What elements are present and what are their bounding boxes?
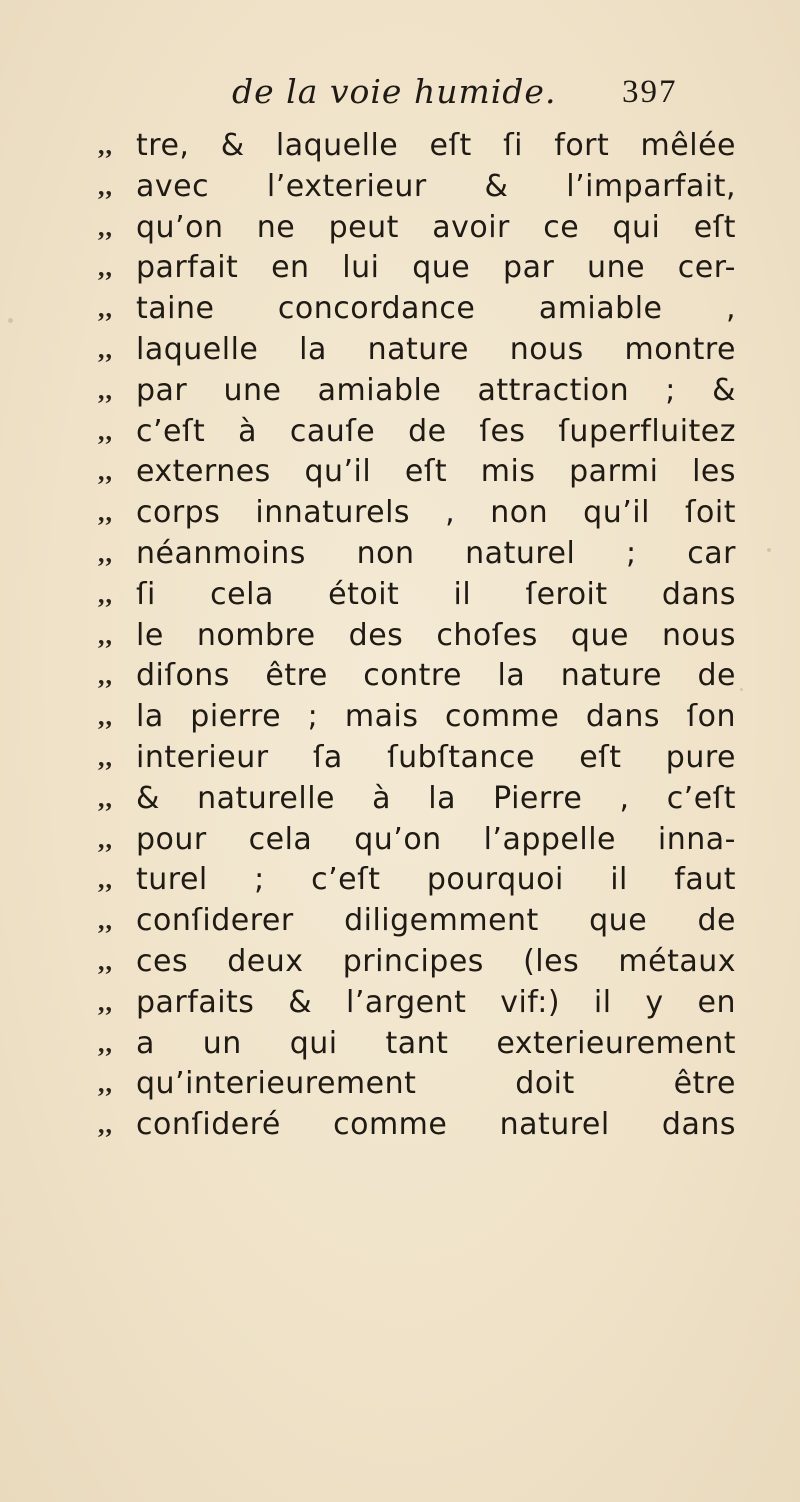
quote-mark: ,, xyxy=(98,742,113,772)
line-text: le nombre des choſes que nous xyxy=(136,617,736,653)
quote-mark: ,, xyxy=(98,661,113,691)
quote-mark: ,, xyxy=(98,457,113,487)
quote-mark: ,, xyxy=(98,579,113,609)
text-line xyxy=(98,412,738,453)
running-head-title: de la voie humide. xyxy=(232,72,557,111)
quote-mark: ,, xyxy=(98,498,113,528)
line-text: interieur ſa ſubſtance eſt pure xyxy=(136,739,736,775)
line-text: qu’on ne peut avoir ce qui eſt xyxy=(136,209,736,245)
line-text: avec l’exterieur & l’imparfait, xyxy=(136,168,736,204)
line-text: ces deux principes (les métaux xyxy=(136,943,736,979)
text-line xyxy=(98,167,738,208)
text-block xyxy=(98,126,738,1146)
text-line xyxy=(98,330,738,371)
line-text: par une amiable attraction ; & xyxy=(136,372,736,408)
quote-mark: ,, xyxy=(98,375,113,405)
line-text: parfaits & l’argent vif:) il y en xyxy=(136,984,736,1020)
line-text: corps innaturels , non qu’il ſoit xyxy=(136,495,736,531)
text-line xyxy=(98,1064,738,1105)
running-head xyxy=(0,72,800,122)
quote-mark: ,, xyxy=(98,702,113,732)
line-text: parfait en lui que par une cer- xyxy=(136,250,736,286)
text-line xyxy=(98,289,738,330)
line-text: ſi cela étoit il ſeroit dans xyxy=(136,576,736,612)
quote-mark: ,, xyxy=(98,987,113,1017)
line-text: tre, & laquelle eſt ſi fort mêlée xyxy=(136,128,736,163)
text-line xyxy=(98,452,738,493)
text-line xyxy=(98,942,738,983)
text-line xyxy=(98,738,738,779)
text-line xyxy=(98,575,738,616)
quote-mark: ,, xyxy=(98,416,113,446)
line-text: a un qui tant exterieurement xyxy=(136,1025,736,1061)
text-line xyxy=(98,656,738,697)
line-text: diſons être contre la nature de xyxy=(136,658,736,694)
paper-speck xyxy=(8,318,13,323)
line-text: néanmoins non naturel ; car xyxy=(136,535,736,571)
text-line xyxy=(98,983,738,1024)
quote-mark: ,, xyxy=(98,538,113,568)
line-text: taine concordance amiable , xyxy=(136,291,736,327)
quote-mark: ,, xyxy=(98,906,113,936)
text-line xyxy=(98,820,738,861)
text-line xyxy=(98,616,738,657)
quote-mark: ,, xyxy=(98,171,113,201)
line-text: la pierre ; mais comme dans ſon xyxy=(136,699,736,735)
quote-mark: ,, xyxy=(98,334,113,364)
quote-mark: ,, xyxy=(98,783,113,813)
quote-mark: ,, xyxy=(98,865,113,895)
text-line xyxy=(98,126,738,167)
line-text: laquelle la nature nous montre xyxy=(136,331,736,367)
text-line xyxy=(98,779,738,820)
line-text: conſideré comme naturel dans xyxy=(136,1107,736,1143)
line-text: qu’interieurement doit être xyxy=(136,1066,736,1102)
text-line xyxy=(98,493,738,534)
text-line xyxy=(98,371,738,412)
page-number: 397 xyxy=(622,74,678,110)
quote-mark: ,, xyxy=(98,1069,113,1099)
text-line xyxy=(98,860,738,901)
quote-mark: ,, xyxy=(98,131,113,160)
line-text: & naturelle à la Pierre , c’eſt xyxy=(136,780,736,816)
line-text: turel ; c’eſt pourquoi il faut xyxy=(136,862,736,898)
quote-mark: ,, xyxy=(98,212,113,242)
line-text: externes qu’il eſt mis parmi les xyxy=(136,454,736,490)
line-text: c’eſt à cauſe de ſes ſuperfluitez xyxy=(136,413,736,449)
text-line xyxy=(98,1024,738,1065)
line-text: pour cela qu’on l’appelle inna- xyxy=(136,821,736,857)
text-line xyxy=(98,1105,738,1146)
text-line xyxy=(98,248,738,289)
text-line xyxy=(98,697,738,738)
paper-speck xyxy=(740,688,743,691)
paper-speck xyxy=(767,548,771,552)
quote-mark: ,, xyxy=(98,620,113,650)
line-text: conſiderer diligemment que de xyxy=(136,903,736,939)
text-line xyxy=(98,534,738,575)
text-line xyxy=(98,901,738,942)
quote-mark: ,, xyxy=(98,946,113,976)
quote-mark: ,, xyxy=(98,1110,113,1140)
quote-mark: ,, xyxy=(98,1028,113,1058)
text-line xyxy=(98,208,738,249)
quote-mark: ,, xyxy=(98,824,113,854)
quote-mark: ,, xyxy=(98,294,113,324)
quote-mark: ,, xyxy=(98,253,113,283)
